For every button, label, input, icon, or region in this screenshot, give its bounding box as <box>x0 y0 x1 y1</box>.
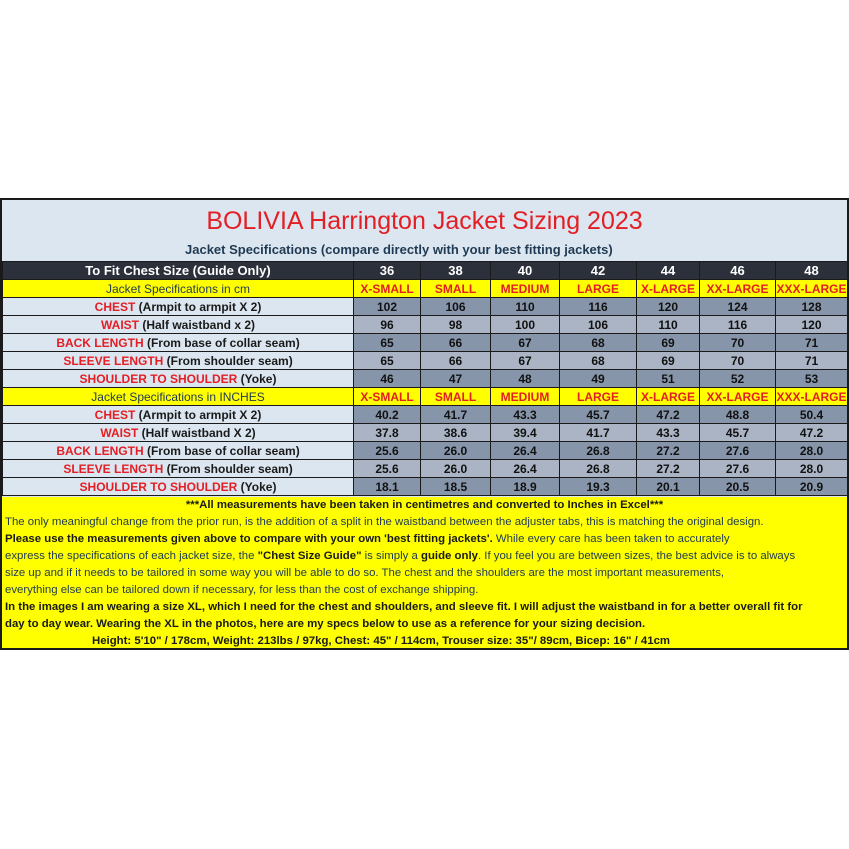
value-cell: 70 <box>700 334 776 352</box>
value-cell: 47.2 <box>637 406 700 424</box>
notes-line: day to day wear. Wearing the XL in the photos, here are my specs below to use as a reference for your sizing decision. <box>5 618 646 630</box>
size-name: LARGE <box>560 280 637 298</box>
value-cell: 40.2 <box>354 406 421 424</box>
table-row <box>3 334 848 352</box>
measure-desc: (Armpit to armpit X 2) <box>135 299 262 314</box>
notes-emphasis: guide only <box>420 550 478 562</box>
value-cell: 120 <box>637 298 700 316</box>
value-cell: 41.7 <box>421 406 491 424</box>
table-row <box>3 406 848 424</box>
size-name: X-SMALL <box>354 280 421 298</box>
cm-section-row <box>3 280 848 298</box>
table-row <box>3 424 848 442</box>
value-cell: 39.4 <box>491 424 560 442</box>
value-cell: 26.0 <box>421 442 491 460</box>
header-label: To Fit Chest Size (Guide Only) <box>3 262 354 280</box>
value-cell: 48 <box>491 370 560 388</box>
value-cell: 106 <box>421 298 491 316</box>
sizing-chart <box>0 198 849 650</box>
notes-emphasis: Please use the measurements given above to compare with your own 'best fitting jackets'. <box>5 533 493 545</box>
measure-name: SLEEVE LENGTH <box>63 461 164 476</box>
value-cell: 43.3 <box>491 406 560 424</box>
size-name: SMALL <box>421 280 491 298</box>
value-cell: 27.2 <box>637 460 700 478</box>
size-name: MEDIUM <box>491 388 560 406</box>
chest-size-44: 44 <box>637 262 700 280</box>
chest-size-40: 40 <box>491 262 560 280</box>
chart-title: BOLIVIA Harrington Jacket Sizing 2023 <box>206 207 643 235</box>
value-cell: 110 <box>491 298 560 316</box>
value-cell: 46 <box>354 370 421 388</box>
value-cell: 116 <box>700 316 776 334</box>
size-name: XX-LARGE <box>700 388 776 406</box>
value-cell: 18.5 <box>421 478 491 496</box>
measure-desc: (Yoke) <box>237 371 277 386</box>
measure-desc: (Yoke) <box>237 479 277 494</box>
row-label <box>3 460 354 478</box>
notes-text: is simply a <box>361 550 421 562</box>
value-cell: 27.6 <box>700 460 776 478</box>
size-name: LARGE <box>560 388 637 406</box>
row-label <box>3 316 354 334</box>
value-cell: 28.0 <box>776 442 848 460</box>
notes-line: In the images I am wearing a size XL, which I need for the chest and shoulders, and sleeve fit. I will adjust the waistband in for a better overall fit for <box>5 601 803 613</box>
row-label <box>3 334 354 352</box>
measure-name: WAIST <box>100 317 139 332</box>
measure-name: BACK LENGTH <box>56 443 144 458</box>
size-name: X-LARGE <box>637 280 700 298</box>
row-label <box>3 370 354 388</box>
size-name: X-SMALL <box>354 388 421 406</box>
size-name: XX-LARGE <box>700 280 776 298</box>
table-row <box>3 460 848 478</box>
measure-name: CHEST <box>94 299 136 314</box>
value-cell: 110 <box>637 316 700 334</box>
table-row <box>3 352 848 370</box>
value-cell: 100 <box>491 316 560 334</box>
notes-line: ***All measurements have been taken in centimetres and converted to Inches in Excel*** <box>185 499 664 511</box>
value-cell: 65 <box>354 352 421 370</box>
value-cell: 19.3 <box>560 478 637 496</box>
value-cell: 65 <box>354 334 421 352</box>
notes-text: While every care has been taken to accurately <box>492 533 730 545</box>
value-cell: 71 <box>776 352 848 370</box>
header-row <box>3 262 848 280</box>
notes-panel <box>2 497 847 648</box>
measure-desc: (From base of collar seam) <box>143 443 300 458</box>
chart-subtitle: Jacket Specifications (compare directly with your best fitting jackets) <box>185 242 613 257</box>
size-name: XXX-LARGE <box>776 281 847 296</box>
notes-line: everything else can be tailored down if necessary, for less than the cost of exchange shipping. <box>5 584 479 596</box>
value-cell: 69 <box>637 352 700 370</box>
value-cell: 20.1 <box>637 478 700 496</box>
value-cell: 128 <box>776 298 848 316</box>
value-cell: 20.5 <box>700 478 776 496</box>
value-cell: 106 <box>560 316 637 334</box>
value-cell: 26.8 <box>560 460 637 478</box>
chest-size-38: 38 <box>421 262 491 280</box>
value-cell: 45.7 <box>560 406 637 424</box>
value-cell: 120 <box>776 316 848 334</box>
value-cell: 27.6 <box>700 442 776 460</box>
value-cell: 45.7 <box>700 424 776 442</box>
value-cell: 67 <box>491 352 560 370</box>
value-cell: 25.6 <box>354 460 421 478</box>
value-cell: 41.7 <box>560 424 637 442</box>
inches-section-label: Jacket Specifications in INCHES <box>3 388 354 406</box>
size-name: XXX-LARGE <box>776 389 847 404</box>
value-cell: 71 <box>776 334 848 352</box>
value-cell: 26.4 <box>491 460 560 478</box>
value-cell: 28.0 <box>776 460 848 478</box>
measure-name: SHOULDER TO SHOULDER <box>79 479 238 494</box>
notes-text: express the specifications of each jacket size, the <box>5 550 258 562</box>
value-cell: 48.8 <box>700 406 776 424</box>
notes-text: . If you feel you are between sizes, the best advice is to always <box>477 550 796 562</box>
row-label <box>3 406 354 424</box>
notes-line <box>2 548 847 565</box>
cm-section-label: Jacket Specifications in cm <box>3 280 354 298</box>
value-cell: 68 <box>560 352 637 370</box>
value-cell: 102 <box>354 298 421 316</box>
table-row <box>3 370 848 388</box>
value-cell: 18.1 <box>354 478 421 496</box>
measure-name: CHEST <box>94 407 136 422</box>
value-cell: 124 <box>700 298 776 316</box>
notes-line: size up and if it needs to be tailored in some way you will be able to do so. The chest and the shoulders are the most important measurements, <box>5 567 725 579</box>
notes-line <box>2 531 847 548</box>
value-cell: 27.2 <box>637 442 700 460</box>
value-cell: 66 <box>421 352 491 370</box>
measure-desc: (Half waistband x 2) <box>138 317 256 332</box>
table-row <box>3 298 848 316</box>
notes-emphasis: "Chest Size Guide" <box>257 550 362 562</box>
value-cell: 53 <box>776 370 848 388</box>
value-cell: 47 <box>421 370 491 388</box>
value-cell: 51 <box>637 370 700 388</box>
inches-section-row <box>3 388 848 406</box>
table-row <box>3 442 848 460</box>
value-cell: 20.9 <box>776 478 848 496</box>
chest-size-48: 48 <box>776 262 848 280</box>
value-cell: 70 <box>700 352 776 370</box>
table-row <box>3 478 848 496</box>
measure-desc: (Half waistband X 2) <box>138 425 256 440</box>
value-cell: 26.0 <box>421 460 491 478</box>
measure-name: SHOULDER TO SHOULDER <box>79 371 238 386</box>
value-cell: 68 <box>560 334 637 352</box>
measure-desc: (From shoulder seam) <box>163 353 293 368</box>
value-cell: 98 <box>421 316 491 334</box>
value-cell: 69 <box>637 334 700 352</box>
value-cell: 37.8 <box>354 424 421 442</box>
value-cell: 67 <box>491 334 560 352</box>
value-cell: 50.4 <box>776 406 848 424</box>
chest-size-36: 36 <box>354 262 421 280</box>
size-table <box>2 261 848 496</box>
table-row <box>3 316 848 334</box>
value-cell: 18.9 <box>491 478 560 496</box>
value-cell: 43.3 <box>637 424 700 442</box>
measure-desc: (Armpit to armpit X 2) <box>135 407 262 422</box>
chest-size-46: 46 <box>700 262 776 280</box>
size-name: MEDIUM <box>491 280 560 298</box>
row-label <box>3 478 354 496</box>
value-cell: 26.8 <box>560 442 637 460</box>
value-cell: 52 <box>700 370 776 388</box>
measure-desc: (From base of collar seam) <box>143 335 300 350</box>
value-cell: 26.4 <box>491 442 560 460</box>
row-label <box>3 298 354 316</box>
notes-line: The only meaningful change from the prior run, is the addition of a split in the waistband between the adjuster tabs, this is matching the original design. <box>5 516 764 528</box>
value-cell: 66 <box>421 334 491 352</box>
size-name: X-LARGE <box>637 388 700 406</box>
value-cell: 38.6 <box>421 424 491 442</box>
wearer-stats: Height: 5'10" / 178cm, Weight: 213lbs / 97kg, Chest: 45" / 114cm, Trouser size: 35"/ 89cm, Bicep: 16" / 41cm <box>92 635 671 647</box>
measure-name: WAIST <box>100 425 139 440</box>
size-name: SMALL <box>421 388 491 406</box>
value-cell: 25.6 <box>354 442 421 460</box>
value-cell: 116 <box>560 298 637 316</box>
measure-name: BACK LENGTH <box>56 335 144 350</box>
value-cell: 47.2 <box>776 424 848 442</box>
row-label <box>3 424 354 442</box>
value-cell: 96 <box>354 316 421 334</box>
measure-desc: (From shoulder seam) <box>163 461 293 476</box>
value-cell: 49 <box>560 370 637 388</box>
row-label <box>3 352 354 370</box>
measure-name: SLEEVE LENGTH <box>63 353 164 368</box>
row-label <box>3 442 354 460</box>
chest-size-42: 42 <box>560 262 637 280</box>
